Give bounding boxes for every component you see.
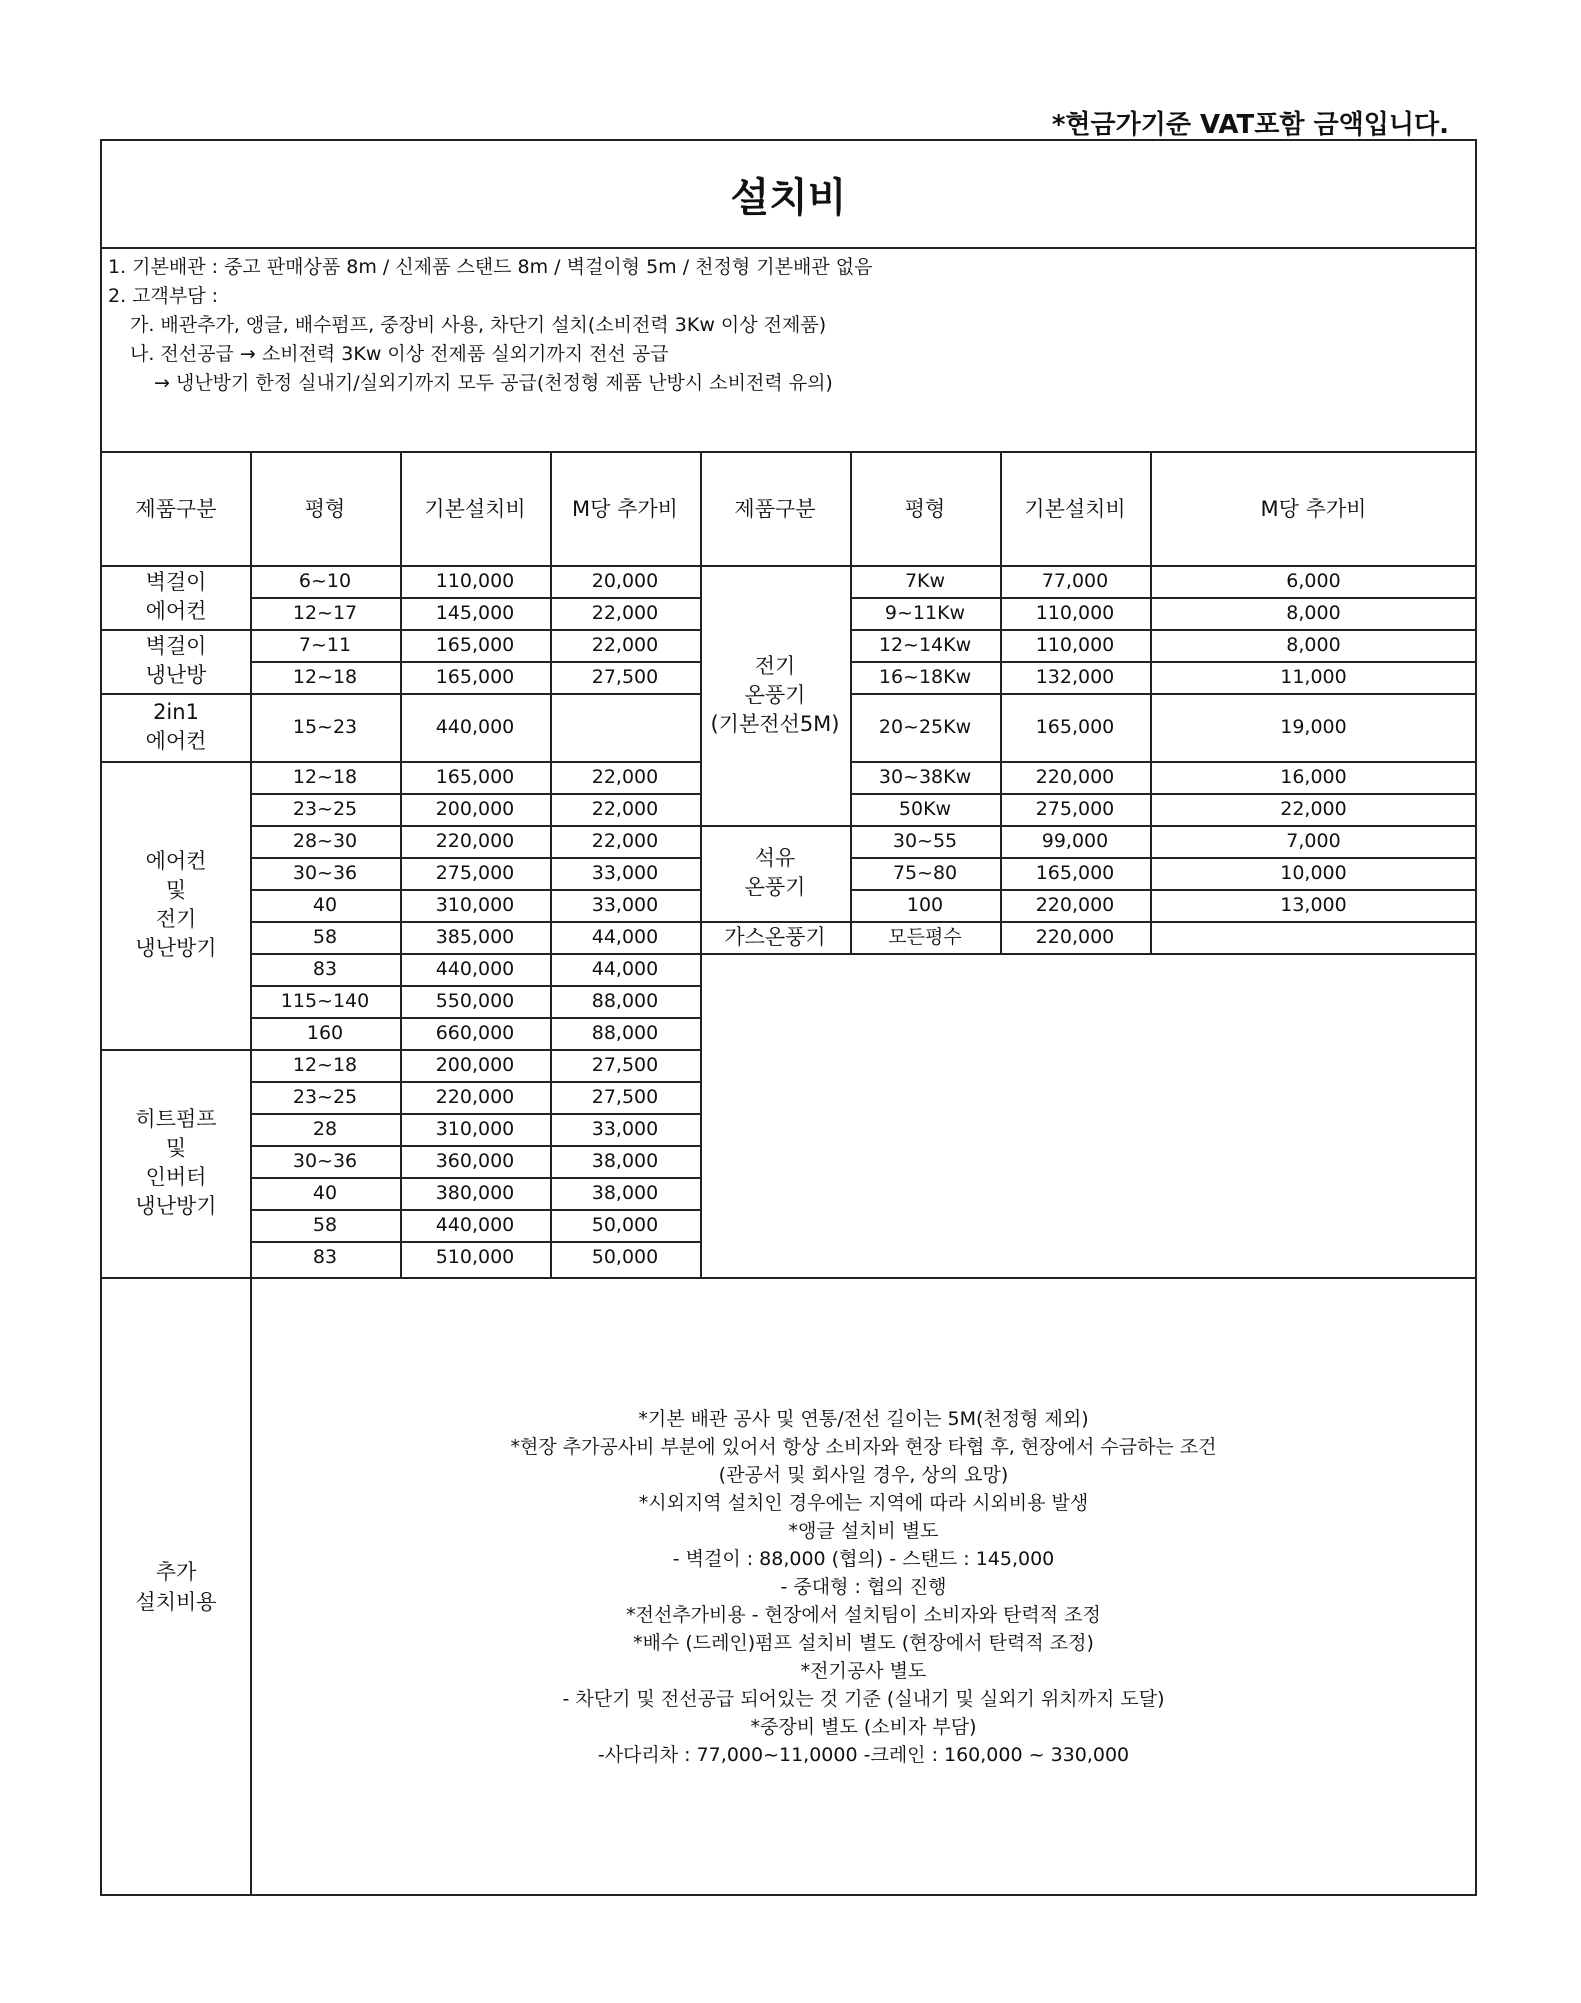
grid-line <box>850 661 1477 663</box>
table-cell: 75~80 <box>892 862 958 884</box>
table-cell: 165,000 <box>435 634 515 656</box>
grid-line <box>250 953 700 955</box>
column-header: 기본설치비 <box>424 497 526 521</box>
category-line: 석유 <box>754 846 796 870</box>
table-cell: 12~18 <box>292 666 358 688</box>
table-cell: 6~10 <box>298 570 352 592</box>
table-cell: 132,000 <box>1035 666 1115 688</box>
table-cell: 200,000 <box>435 1054 515 1076</box>
table-cell: 30~55 <box>892 830 958 852</box>
table-cell: 40 <box>312 894 338 916</box>
extra-line: *현장 추가공사비 부분에 있어서 항상 소비자와 현장 타협 후, 현장에서 수금하는 조건 <box>510 1435 1217 1458</box>
category-line: 에어컨 <box>145 599 207 623</box>
category-line: 온풍기 <box>744 682 806 707</box>
table-cell: 165,000 <box>435 666 515 688</box>
table-cell: 99,000 <box>1041 830 1109 852</box>
table-cell: 83 <box>312 958 338 980</box>
table-cell <box>1150 921 1477 953</box>
table-cell: 38,000 <box>591 1182 659 1204</box>
grid-line <box>850 825 1477 827</box>
table-cell: 22,000 <box>1280 798 1347 820</box>
extra-line: *시외지역 설치인 경우에는 지역에 따라 시외비용 발생 <box>638 1491 1089 1514</box>
table-cell: 38,000 <box>591 1150 659 1172</box>
grid-line <box>250 889 700 891</box>
grid-line <box>250 1209 700 1211</box>
table-cell: 83 <box>312 1246 338 1268</box>
column-header: M당 추가비 <box>1260 497 1367 521</box>
table-cell: 44,000 <box>591 926 659 948</box>
table-cell: 220,000 <box>435 830 515 852</box>
table-cell: 13,000 <box>1280 894 1347 916</box>
extra-label-line: 추가 <box>155 1559 197 1584</box>
vat-notice: *현금가기준 VAT포함 금액입니다. <box>1051 110 1449 140</box>
product-category <box>102 761 250 1049</box>
table-cell: 27,500 <box>591 666 659 688</box>
table-cell: 30~38Kw <box>878 766 972 788</box>
table-cell: 310,000 <box>435 894 515 916</box>
table-cell: 모든평수 <box>888 926 962 948</box>
table-cell: 88,000 <box>591 990 659 1012</box>
table-cell: 220,000 <box>1035 766 1115 788</box>
grid-line <box>102 629 250 631</box>
table-cell: 11,000 <box>1280 666 1347 688</box>
category-line: 및 <box>165 1136 187 1160</box>
table-cell: 23~25 <box>292 1086 358 1108</box>
table-cell: 22,000 <box>591 602 659 624</box>
table-cell: 40 <box>312 1182 338 1204</box>
grid-line <box>250 453 252 1277</box>
column-header: 제품구분 <box>135 497 217 521</box>
table-cell: 23~25 <box>292 798 358 820</box>
grid-line <box>250 857 700 859</box>
category-line: 및 <box>165 878 187 902</box>
product-category <box>700 921 850 953</box>
table-cell: 28~30 <box>292 830 358 852</box>
table-cell: 33,000 <box>591 862 659 884</box>
extra-line: *기본 배관 공사 및 연통/전선 길이는 5M(천정형 제외) <box>638 1407 1089 1430</box>
grid-line <box>850 761 1477 763</box>
grid-line <box>400 453 402 1277</box>
extra-line: *앵글 설치비 별도 <box>788 1519 939 1542</box>
grid-line <box>1150 453 1152 953</box>
table-cell: 7Kw <box>904 570 946 592</box>
table-cell: 12~18 <box>292 1054 358 1076</box>
table-cell: 165,000 <box>1035 862 1115 884</box>
extra-line: *전기공사 별도 <box>800 1659 927 1682</box>
price-sheet <box>100 139 1477 1896</box>
category-line: 전기 <box>754 653 796 678</box>
table-cell: 30~36 <box>292 862 358 884</box>
grid-line <box>250 921 700 923</box>
category-line: 2in1 <box>153 700 199 724</box>
extra-line: *전선추가비용 - 현장에서 설치팀이 소비자와 탄력적 조정 <box>626 1603 1101 1626</box>
table-cell: 20~25Kw <box>878 716 972 738</box>
product-category <box>102 1049 250 1277</box>
table-cell: 28 <box>312 1118 338 1140</box>
table-cell: 88,000 <box>591 1022 659 1044</box>
grid-line <box>250 693 700 695</box>
column-header: 제품구분 <box>734 497 816 521</box>
table-cell: 58 <box>312 926 338 948</box>
column-header: 기본설치비 <box>1024 497 1126 521</box>
category-line: 벽걸이 <box>145 634 207 658</box>
product-category <box>102 693 250 761</box>
grid-line <box>850 921 1477 923</box>
table-cell: 30~36 <box>292 1150 358 1172</box>
table-cell: 27,500 <box>591 1054 659 1076</box>
grid-line <box>700 453 702 1277</box>
extra-line: *중장비 별도 (소비자 부담) <box>750 1715 977 1738</box>
page-title: 설치비 <box>102 141 1475 249</box>
grid-line <box>850 453 852 953</box>
extra-line: - 중대형 : 협의 진행 <box>780 1575 947 1598</box>
table-cell: 380,000 <box>435 1182 515 1204</box>
basic-notes <box>102 249 1475 453</box>
table-cell: 20,000 <box>591 570 659 592</box>
category-line: 에어컨 <box>145 729 207 753</box>
note-line: 1. 기본배관 : 중고 판매상품 8m / 신제품 스탠드 8m / 벽걸이형 5m / 천정형 기본배관 없음 <box>108 256 873 278</box>
table-cell: 6,000 <box>1286 570 1341 592</box>
category-line: 전기 <box>155 907 197 931</box>
extra-label-line: 설치비용 <box>135 1589 217 1614</box>
table-cell: 385,000 <box>435 926 515 948</box>
category-line: 가스온풍기 <box>724 924 826 949</box>
table-cell: 16,000 <box>1280 766 1347 788</box>
table-cell: 33,000 <box>591 894 659 916</box>
product-category <box>700 825 850 921</box>
table-cell: 200,000 <box>435 798 515 820</box>
table-cell: 310,000 <box>435 1118 515 1140</box>
table-cell: 660,000 <box>435 1022 515 1044</box>
table-cell: 22,000 <box>591 766 659 788</box>
table-cell: 7~11 <box>298 634 352 656</box>
grid-line <box>250 597 700 599</box>
category-line: 온풍기 <box>744 875 806 899</box>
table-cell: 550,000 <box>435 990 515 1012</box>
category-line: 냉난방기 <box>135 936 217 960</box>
grid-line <box>700 825 850 827</box>
table-cell: 440,000 <box>435 716 515 738</box>
table-cell: 77,000 <box>1041 570 1109 592</box>
table-cell: 50Kw <box>898 798 952 820</box>
table-cell: 10,000 <box>1280 862 1347 884</box>
table-cell: 275,000 <box>1035 798 1115 820</box>
table-cell: 44,000 <box>591 958 659 980</box>
table-cell: 160 <box>306 1022 344 1044</box>
category-line: 인버터 <box>145 1165 207 1189</box>
grid-line <box>250 793 700 795</box>
grid-line <box>250 1145 700 1147</box>
table-cell: 115~140 <box>280 990 370 1012</box>
grid-line <box>250 661 700 663</box>
note-line: 가. 배관추가, 앵글, 배수펌프, 중장비 사용, 차단기 설치(소비전력 3Kw 이상 전제품) <box>130 314 827 336</box>
product-category <box>700 565 850 825</box>
extra-line: - 벽걸이 : 88,000 (협의) - 스탠드 : 145,000 <box>672 1547 1055 1570</box>
table-cell: 165,000 <box>1035 716 1115 738</box>
table-cell: 15~23 <box>292 716 358 738</box>
grid-line <box>850 889 1477 891</box>
table-cell: 165,000 <box>435 766 515 788</box>
table-cell: 8,000 <box>1286 602 1341 624</box>
extra-cost-label <box>102 1277 250 1896</box>
grid-line <box>250 985 700 987</box>
grid-line <box>1000 453 1002 953</box>
table-cell: 100 <box>906 894 944 916</box>
grid-line <box>850 857 1477 859</box>
table-cell: 220,000 <box>1035 926 1115 948</box>
table-cell: 220,000 <box>435 1086 515 1108</box>
note-line: 나. 전선공급 → 소비전력 3Kw 이상 전제품 실외기까지 전선 공급 <box>130 343 669 365</box>
grid-line <box>102 693 250 695</box>
grid-line <box>250 761 700 763</box>
column-header: M당 추가비 <box>572 497 678 521</box>
table-cell: 275,000 <box>435 862 515 884</box>
category-line: 벽걸이 <box>145 570 207 594</box>
grid-line <box>250 825 700 827</box>
table-cell: 58 <box>312 1214 338 1236</box>
table-cell: 145,000 <box>435 602 515 624</box>
grid-line <box>550 453 552 1277</box>
table-cell: 7,000 <box>1286 830 1341 852</box>
grid-line <box>700 953 1477 955</box>
category-line: 냉난방기 <box>135 1194 217 1218</box>
note-line: → 냉난방기 한정 실내기/실외기까지 모두 공급(천정형 제품 난방시 소비전력 유의) <box>154 372 833 394</box>
table-cell: 22,000 <box>591 830 659 852</box>
extra-cost-details <box>250 1277 1477 1896</box>
table-cell: 16~18Kw <box>878 666 972 688</box>
extra-line: -사다리차 : 77,000~11,0000 -크레인 : 160,000 ~ 330,000 <box>597 1743 1130 1766</box>
grid-line <box>250 1081 700 1083</box>
product-category <box>102 565 250 629</box>
table-cell: 19,000 <box>1280 716 1347 738</box>
table-cell: 22,000 <box>591 798 659 820</box>
grid-line <box>102 1049 250 1051</box>
category-line: 에어컨 <box>145 849 207 873</box>
table-cell <box>550 693 700 761</box>
grid-line <box>250 1241 700 1243</box>
table-cell: 12~14Kw <box>878 634 972 656</box>
extra-line: - 차단기 및 전선공급 되어있는 것 기준 (실내기 및 실외기 위치까지 도달) <box>562 1687 1165 1710</box>
table-cell: 33,000 <box>591 1118 659 1140</box>
table-cell: 110,000 <box>1035 634 1115 656</box>
grid-line <box>250 1049 700 1051</box>
note-line: 2. 고객부담 : <box>108 285 219 307</box>
table-cell: 50,000 <box>591 1214 659 1236</box>
table-cell: 440,000 <box>435 958 515 980</box>
grid-line <box>850 629 1477 631</box>
grid-line <box>850 597 1477 599</box>
table-cell: 440,000 <box>435 1214 515 1236</box>
grid-line <box>250 1177 700 1179</box>
table-cell: 12~18 <box>292 766 358 788</box>
table-cell: 110,000 <box>1035 602 1115 624</box>
grid-line <box>700 921 850 923</box>
table-cell: 220,000 <box>1035 894 1115 916</box>
column-header: 평형 <box>904 497 946 521</box>
grid-line <box>850 693 1477 695</box>
table-cell: 22,000 <box>591 634 659 656</box>
grid-line <box>250 629 700 631</box>
category-line: 냉난방 <box>145 663 207 687</box>
table-cell: 50,000 <box>591 1246 659 1268</box>
grid-line <box>250 1017 700 1019</box>
table-cell: 12~17 <box>292 602 358 624</box>
category-line: (기본전선5M) <box>710 711 840 736</box>
grid-line <box>250 1113 700 1115</box>
table-cell: 510,000 <box>435 1246 515 1268</box>
product-category <box>102 629 250 693</box>
extra-line: (관공서 및 회사일 경우, 상의 요망) <box>718 1463 1009 1486</box>
table-cell: 360,000 <box>435 1150 515 1172</box>
column-header: 평형 <box>304 497 346 521</box>
grid-line <box>102 761 250 763</box>
extra-line: *배수 (드레인)펌프 설치비 별도 (현장에서 탄력적 조정) <box>633 1631 1094 1654</box>
category-line: 히트펌프 <box>135 1107 217 1131</box>
table-cell: 9~11Kw <box>884 602 966 624</box>
table-cell: 27,500 <box>591 1086 659 1108</box>
table-cell: 110,000 <box>435 570 515 592</box>
grid-line <box>850 793 1477 795</box>
table-cell: 8,000 <box>1286 634 1341 656</box>
